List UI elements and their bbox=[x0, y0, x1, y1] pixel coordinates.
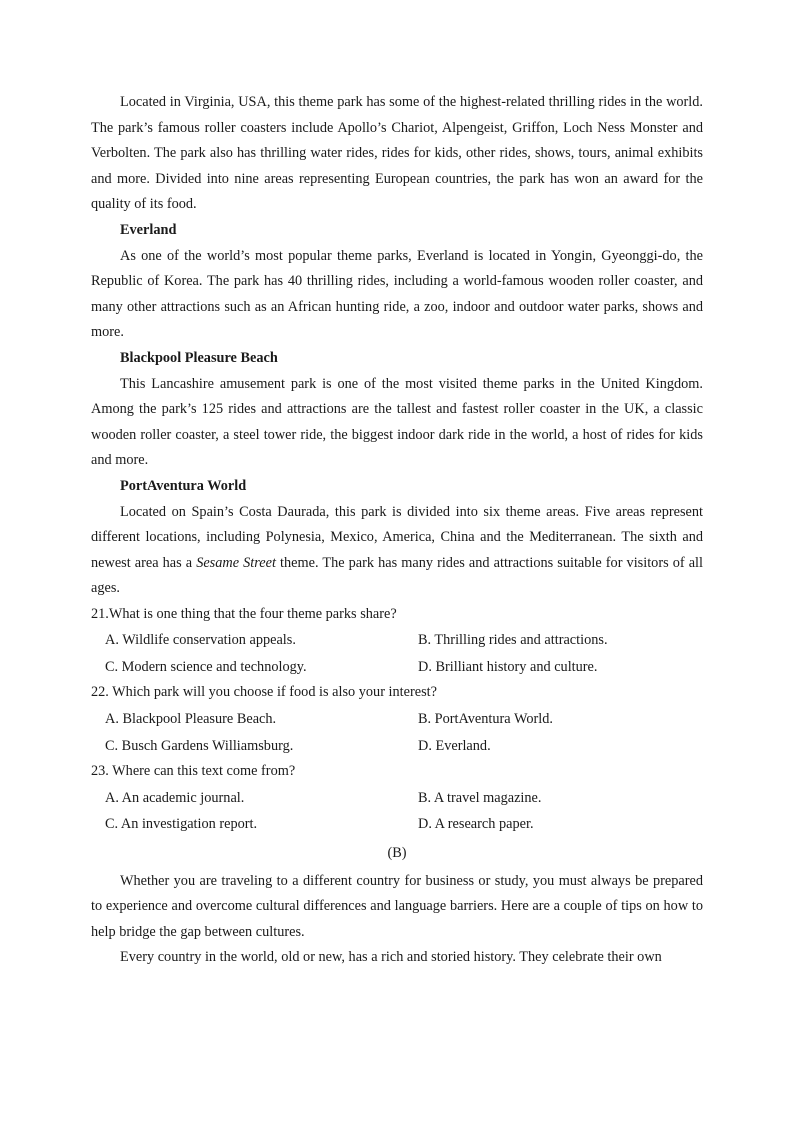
question-22-option-a: A. Blackpool Pleasure Beach. bbox=[105, 711, 277, 728]
question-22-stem: 22. Which park will you choose if food is also your interest? bbox=[91, 684, 437, 701]
question-23-stem: 23. Where can this text come from? bbox=[91, 763, 296, 780]
question-22-option-d: D. Everland. bbox=[418, 737, 491, 754]
question-22-option-c: C. Busch Gardens Williamsburg. bbox=[105, 737, 294, 754]
portaventura-text-end: theme. The park has many rides and attractions suitable for visitors of all ages. bbox=[91, 554, 703, 597]
portaventura-text-start: Located on Spain’s Costa Daurada, this park is divided into six theme areas. Five areas represent different locations, including Polynesia, Mexico, America, China and the Mediterranean. The sixth and newest area has a bbox=[91, 503, 703, 571]
question-23-option-b: B. A travel magazine. bbox=[418, 789, 542, 806]
everland-paragraph: As one of the world’s most popular theme parks, Everland is located in Yongin, Gyeonggi-do, the Republic of Korea. The park has 40 thrilling rides, including a world-famous wooden roller coaster, and many other attractions such as an African hunting ride, a zoo, indoor and outdoor water parks, shows and more. bbox=[91, 247, 703, 341]
document-page bbox=[91, 90, 703, 971]
question-23-option-d: D. A research paper. bbox=[418, 816, 534, 833]
section-b-label: (B) bbox=[387, 844, 407, 861]
question-21-option-d: D. Brilliant history and culture. bbox=[418, 658, 598, 675]
busch-gardens-paragraph: Located in Virginia, USA, this theme park has some of the highest-related thrilling rides in the world. The park’s famous roller coasters include Apollo’s Chariot, Alpengeist, Griffon, Loch Ness Monster and Verbolten. The park also has thrilling water rides, rides for kids, other rides, shows, tours, animal exhibits and more. Divided into nine areas representing European countries, the park has won an award for the quality of its food. bbox=[91, 94, 703, 213]
blackpool-heading: Blackpool Pleasure Beach bbox=[120, 349, 278, 366]
question-21-stem: 21.What is one thing that the four theme parks share? bbox=[91, 605, 397, 622]
question-21-option-b: B. Thrilling rides and attractions. bbox=[418, 632, 608, 649]
question-23-options bbox=[91, 785, 703, 838]
question-22-option-b: B. PortAventura World. bbox=[418, 711, 553, 728]
question-22-options bbox=[91, 706, 703, 759]
question-21-option-c: C. Modern science and technology. bbox=[105, 658, 307, 675]
section-b-paragraph-2: Every country in the world, old or new, has a rich and storied history. They celebrate their own bbox=[120, 949, 662, 966]
question-21-option-a: A. Wildlife conservation appeals. bbox=[105, 632, 296, 649]
blackpool-paragraph: This Lancashire amusement park is one of the most visited theme parks in the United Kingdom. Among the park’s 125 rides and attractions are the tallest and fastest roller coaster in the UK, a classic wooden roller coaster, a steel tower ride, the biggest indoor dark ride in the world, a host of rides for kids and more. bbox=[91, 375, 703, 469]
section-b-paragraph-1: Whether you are traveling to a different country for business or study, you must always be prepared to experience and overcome cultural differences and language barriers. Here are a couple of tips on how to help bridge the gap between cultures. bbox=[91, 872, 703, 940]
question-23-option-c: C. An investigation report. bbox=[105, 816, 258, 833]
portaventura-heading: PortAventura World bbox=[120, 477, 247, 494]
question-21-options bbox=[91, 627, 703, 680]
question-23-option-a: A. An academic journal. bbox=[105, 789, 245, 806]
sesame-street-title: Sesame Street bbox=[196, 554, 276, 571]
everland-heading: Everland bbox=[120, 221, 177, 238]
portaventura-paragraph bbox=[91, 500, 703, 602]
